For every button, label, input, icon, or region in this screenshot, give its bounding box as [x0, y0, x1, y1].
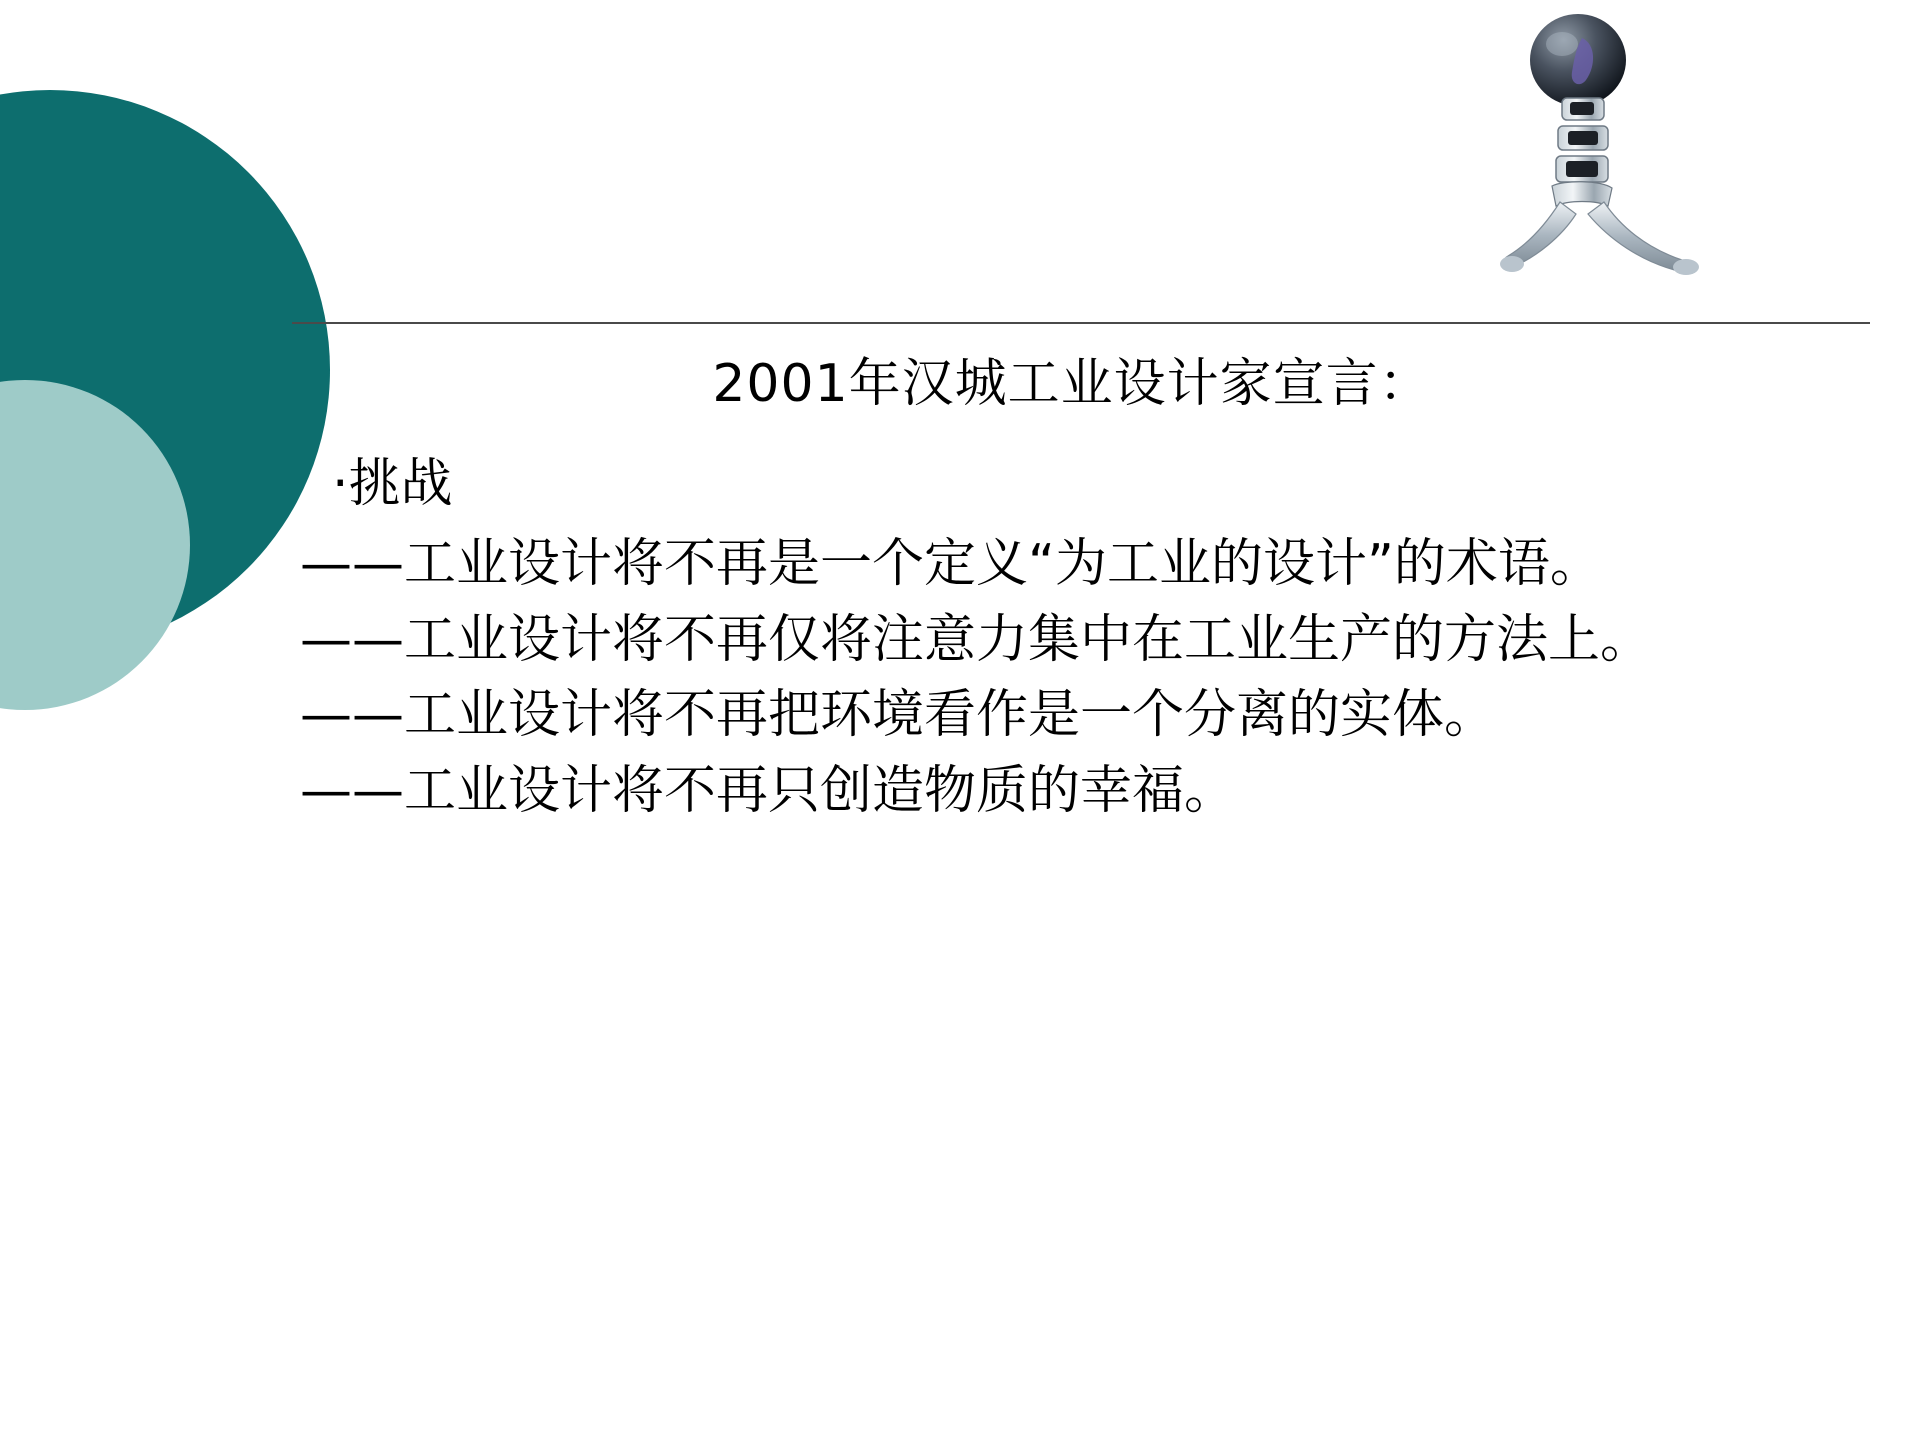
body-paragraph-1: ——工业设计将不再是一个定义“为工业的设计”的术语。	[300, 533, 1602, 594]
body-paragraph-3: ——工业设计将不再把环境看作是一个分离的实体。	[300, 685, 1497, 746]
slide-body	[300, 448, 1800, 831]
title-divider	[292, 322, 1870, 324]
body-paragraph-4: ——工业设计将不再只创造物质的幸福。	[300, 761, 1237, 822]
body-paragraph-2: ——工业设计将不再仅将注意力集中在工业生产的方法上。	[300, 609, 1653, 670]
body-bullet: ·挑战	[332, 454, 453, 514]
abstract-figure-clipart	[1500, 10, 1750, 320]
slide-title: 2001年汉城工业设计家宣言：	[712, 354, 1432, 414]
